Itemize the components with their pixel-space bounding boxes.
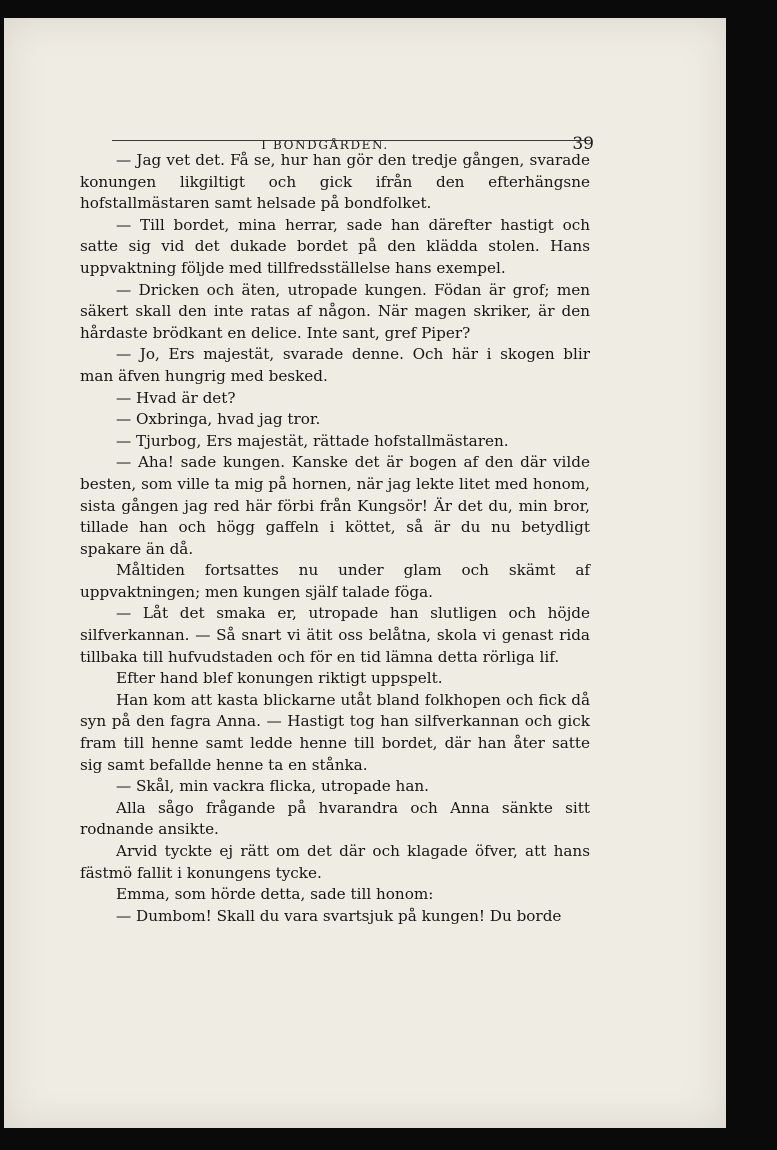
paragraph: Måltiden fortsattes nu under glam och skämt af uppvaktningen; men kungen själf talade föga.: [80, 561, 590, 601]
paragraph: — Låt det smaka er, utropade han slutligen och höjde silfverkannan. — Så snart vi ätit oss belåtna, skola vi genast rida tillbaka till hufvudstaden och för en tid lämna detta rörliga lif.: [80, 604, 590, 666]
paragraph: — Jo, Ers majestät, svarade denne. Och här i skogen blir man äfven hungrig med besked.: [80, 345, 590, 385]
paragraph: Alla sågo frågande på hvarandra och Anna sänkte sitt rodnande ansikte.: [80, 798, 590, 839]
header-rule: [112, 140, 590, 141]
running-title: I BONDGÅRDEN.: [261, 138, 389, 152]
page-number: 39: [572, 134, 594, 154]
paragraph: — Dricken och äten, utropade kungen. Födan är grof; men säkert skall den inte ratas af någon. När magen skriker, är den hårdaste brödkant en delice. Inte sant, gref Piper?: [80, 280, 590, 342]
paragraph: Arvid tyckte ej rätt om det där och klagade öfver, att hans fästmö fallit i konungens tycke.: [80, 842, 590, 882]
paragraph: — Aha! sade kungen. Kanske det är bogen af den där vilde besten, som ville ta mig på hornen, när jag lekte litet med honom, sista gången jag red här förbi från Kungsör! Är det du, min bror, tillade han och högg gaffeln i köttet, så är du nu betydligt spakare än då.: [80, 453, 590, 558]
body-text: [80, 150, 590, 927]
paragraph: — Till bordet, mina herrar, sade han därefter hastigt och satte sig vid det dukade bordet på den klädda stolen. Hans uppvaktning följde med tillfredsställelse hans exempel.: [80, 215, 590, 277]
paragraph: — Jag vet det. Få se, hur han gör den tredje gången, svarade konungen likgiltigt och gick ifrån den efterhängsne hofstallmästaren samt helsade på bondfolket.: [80, 151, 590, 213]
paragraph: — Oxbringa, hvad jag tror.: [116, 410, 321, 429]
paragraph: Efter hand blef konungen riktigt uppspelt.: [116, 669, 443, 688]
paragraph: Han kom att kasta blickarne utåt bland folkhopen och fick då syn på den fagra Anna. — Hastigt tog han silfverkannan och gick fram till henne samt ledde henne till bordet, där han åter satte sig samt befallde henne ta en stånka.: [80, 690, 590, 774]
paragraph: — Tjurbog, Ers majestät, rättade hofstallmästaren.: [116, 431, 509, 450]
paragraph: — Dumbom! Skall du vara svartsjuk på kungen! Du borde: [116, 906, 562, 925]
paragraph: — Skål, min vackra flicka, utropade han.: [116, 777, 429, 796]
paragraph: — Hvad är det?: [116, 388, 236, 407]
paragraph: Emma, som hörde detta, sade till honom:: [116, 885, 434, 904]
